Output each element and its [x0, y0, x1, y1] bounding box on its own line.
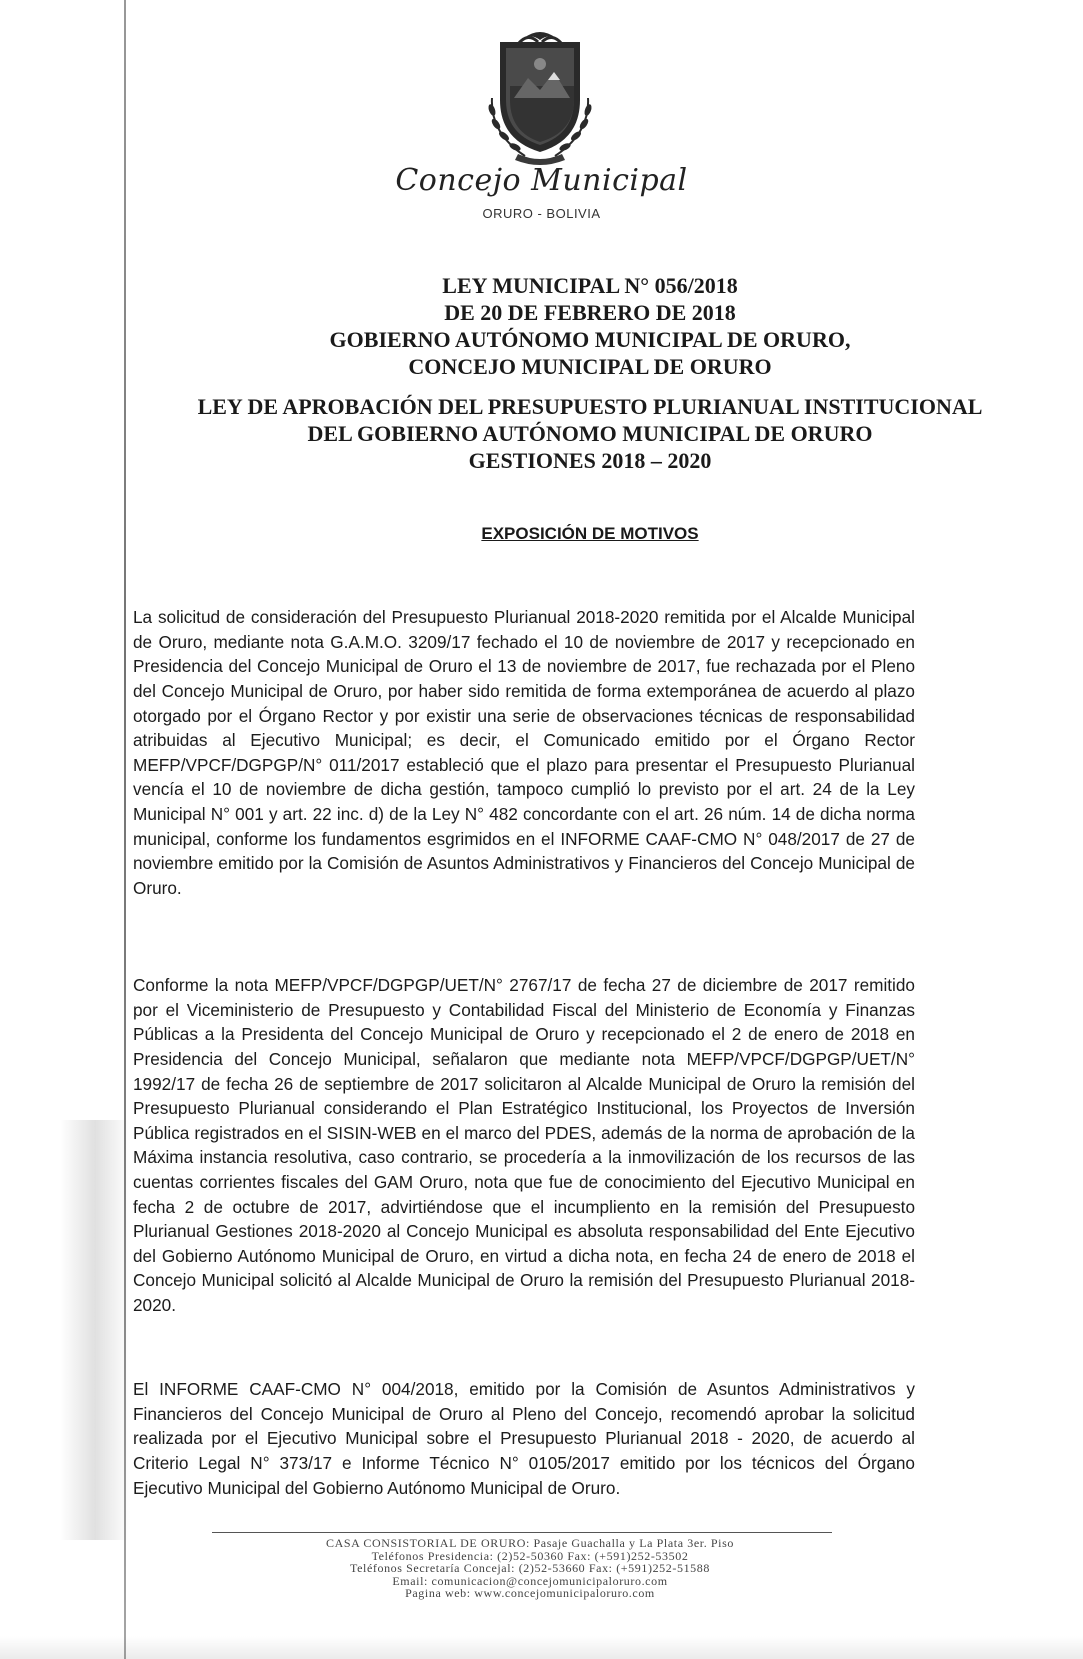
scan-shadow — [60, 1120, 130, 1540]
institution-name: Concejo Municipal — [395, 163, 688, 198]
law-number: LEY MUNICIPAL N° 056/2018 — [442, 273, 738, 298]
footer-phone-presidency: Teléfonos Presidencia: (2)52-50360 Fax: (+591)252-53502 — [371, 1548, 689, 1563]
footer-contact — [180, 1537, 880, 1600]
law-subject-line-3: GESTIONES 2018 – 2020 — [468, 448, 712, 473]
paragraph-2: Conforme la nota MEFP/VPCF/DGPGP/UET/N° 2767/17 de fecha 27 de diciembre de 2017 remitido por el Viceministerio de Presupuesto y Contabilidad Fiscal del Ministerio de Economía y Finanzas Públicas a la Presidenta del Concejo Municipal de Oruro y recepcionado el 2 de enero de 2018 en Presidencia del Concejo Municipal, señalaron que mediante nota MEFP/VPCF/DGPGP/UET/N° 1992/17 de fecha 26 de septiembre de 2017 solicitaron al Alcalde Municipal de Oruro la remisión del Presupuesto Plurianual considerando el Plan Estratégico Institucional, los Proyectos de Inversión Pública registrados en el SISIN-WEB en el marco del PDES, además de la norma de aprobación de la Máxima instancia resolutiva, caso contrario, se procedería a la inmovilización de los recursos de las cuentas corrientes fiscales del GAM Oruro, nota que fue de conocimiento del Ejecutivo Municipal en fecha 2 de octubre de 2017, advirtiéndose que el incumpliento en la remisión del Presupuesto Plurianual Gestiones 2018-2020 al Concejo Municipal es absoluta responsabilidad del Ente Ejecutivo del Gobierno Autónomo Municipal de Oruro, en virtud a dicha nota, en fecha 24 de enero de 2018 el Concejo Municipal solicitó al Alcalde Municipal de Oruro la remisión del Presupuesto Plurianual 2018-2020. — [133, 975, 915, 1315]
scan-bottom-edge — [0, 1636, 1083, 1659]
coat-of-arms-icon — [470, 28, 610, 168]
paragraph-1: La solicitud de consideración del Presupuesto Plurianual 2018-2020 remitida por el Alcalde Municipal de Oruro, mediante nota G.A.M.O. 3209/17 fechado el 10 de noviembre de 2017 y recepcionado en Presidencia del Concejo Municipal de Oruro el 13 de noviembre de 2017, fue rechazada por el Pleno del Concejo Municipal de Oruro, por haber sido remitida de forma extemporánea de acuerdo al plazo otorgado por el Órgano Rector y por existir una serie de observaciones técnicas de responsabilidad atribuidas al Ejecutivo Municipal; es decir, el Comunicado emitido por el Órgano Rector MEFP/VPCF/DGPGP/N° 011/2017 estableció que el plazo para presentar el Presupuesto Plurianual vencía el 10 de noviembre de dicha gestión, tampoco cumplió lo previsto por el art. 24 de la Ley Municipal N° 001 y art. 22 inc. d) de la Ley N° 482 concordante con el art. 26 núm. 14 de dicha norma municipal, conforme los fundamentos esgrimidos en el INFORME CAAF-CMO N° 048/2017 de 27 de noviembre emitido por la Comisión de Asuntos Administrativos y Financieros del Concejo Municipal de Oruro. — [133, 607, 915, 898]
law-date: DE 20 DE FEBRERO DE 2018 — [444, 300, 736, 325]
footer-divider — [212, 1532, 832, 1533]
government-name: GOBIERNO AUTÓNOMO MUNICIPAL DE ORURO, — [329, 327, 851, 352]
law-subject-line-1: LEY DE APROBACIÓN DEL PRESUPUESTO PLURIANUAL INSTITUCIONAL — [197, 394, 983, 419]
section-heading: EXPOSICIÓN DE MOTIVOS — [481, 524, 699, 543]
council-name: CONCEJO MUNICIPAL DE ORURO — [408, 354, 772, 379]
law-subject — [150, 393, 1030, 474]
footer-address: CASA CONSISTORIAL DE ORURO: Pasaje Guachalla y La Plata 3er. Piso — [326, 1536, 734, 1550]
law-subject-line-2: DEL GOBIERNO AUTÓNOMO MUNICIPAL DE ORURO — [307, 421, 873, 446]
institution-location: ORURO - BOLIVIA — [482, 206, 601, 221]
footer-website: Pagina web: www.concejomunicipaloruro.com — [405, 1586, 655, 1600]
footer-phone-secretary: Teléfonos Secretaría Concejal: (2)52-53660 Fax: (+591)252-51588 — [350, 1561, 710, 1575]
paragraph-3: El INFORME CAAF-CMO N° 004/2018, emitido por la Comisión de Asuntos Administrativos y Financieros del Concejo Municipal de Oruro al Pleno del Concejo, recomendó aprobar la solicitud realizada por el Ejecutivo Municipal sobre el Presupuesto Plurianual 2018 - 2020, de acuerdo al Criterio Legal N° 373/17 e Informe Técnico N° 0105/2017 emitido por los técnicos del Órgano Ejecutivo Municipal del Gobierno Autónomo Municipal de Oruro. — [133, 1379, 915, 1498]
footer-email: Email: comunicacion@concejomunicipaloruro.com — [392, 1573, 668, 1588]
law-title — [150, 272, 1030, 380]
